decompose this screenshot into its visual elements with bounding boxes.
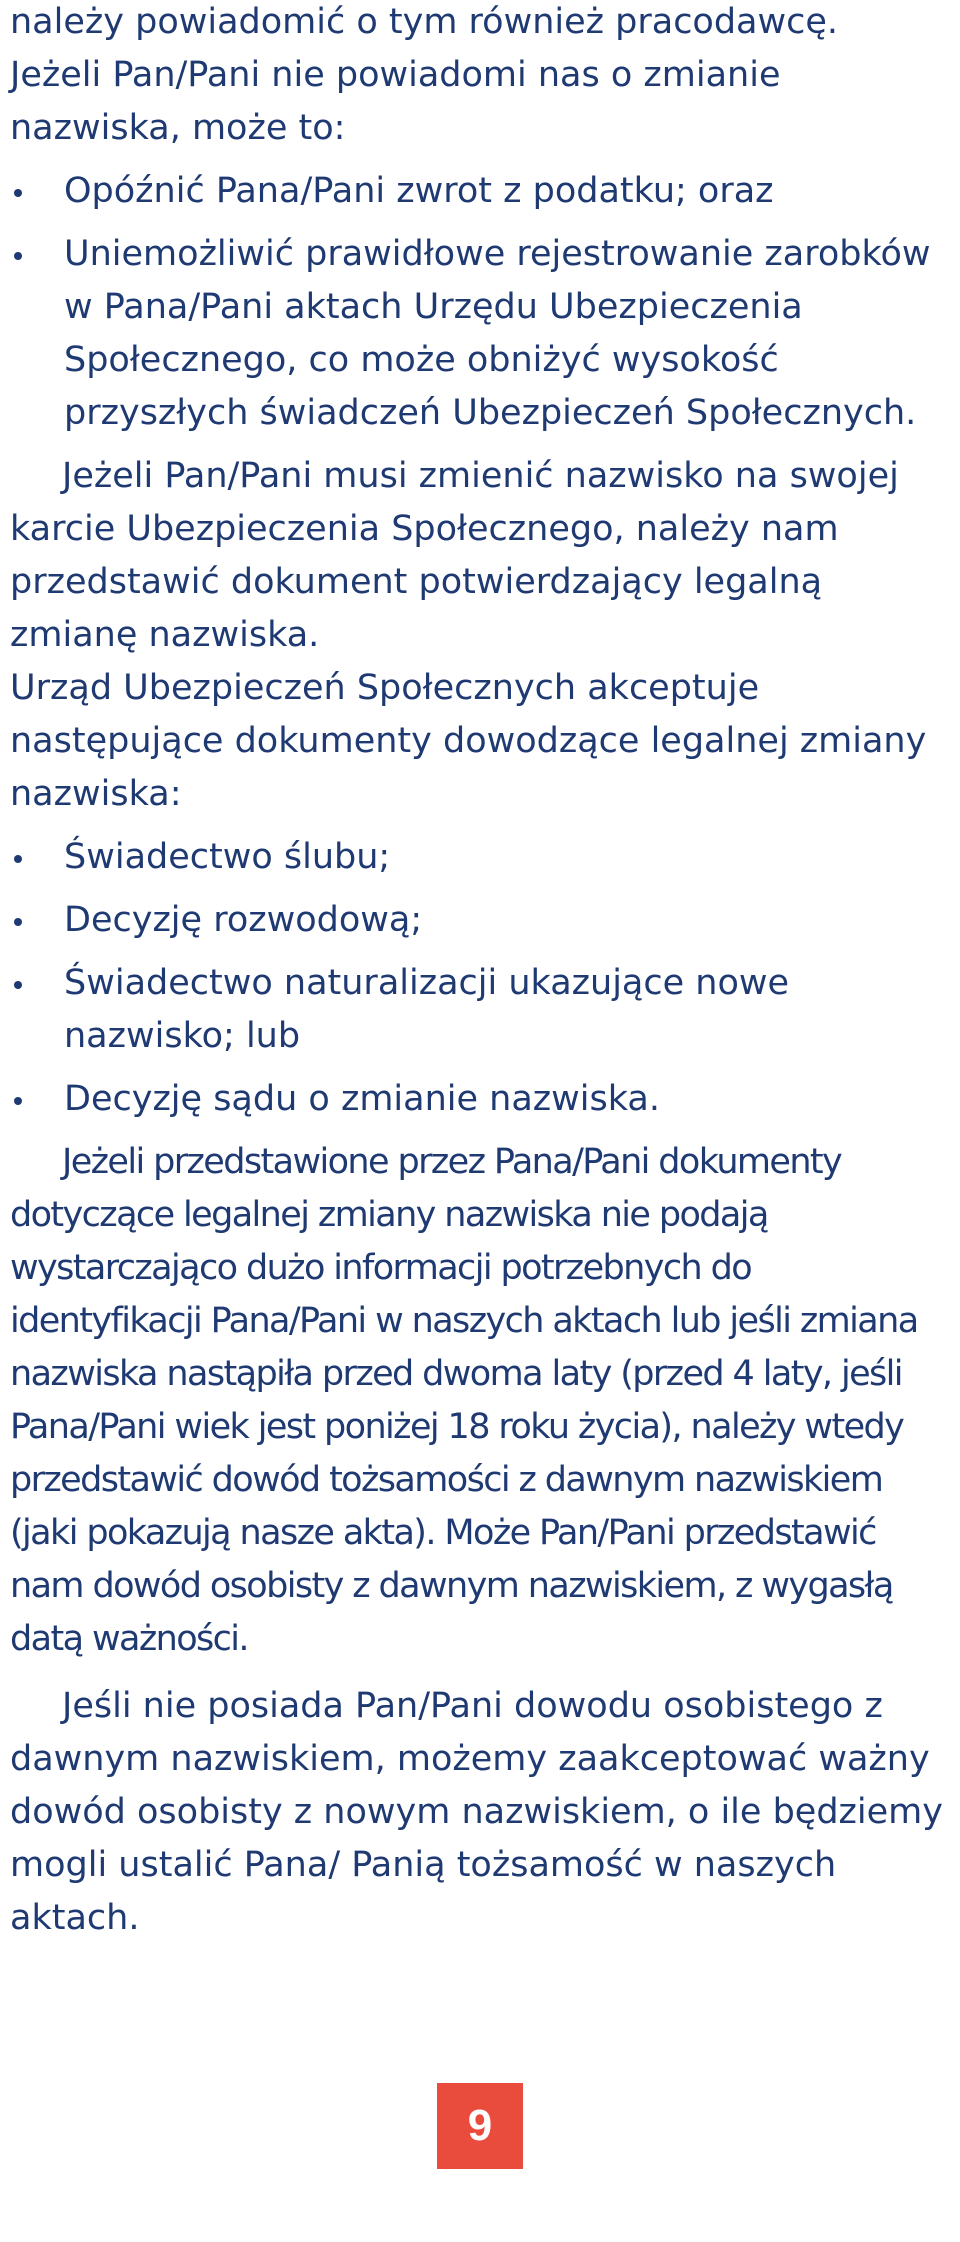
consequences-list bbox=[10, 165, 950, 440]
paragraph-intro: Jeżeli Pan/Pani nie powiadomi nas o zmianie nazwiska, może to: bbox=[10, 55, 781, 148]
list-item: Opóźnić Pana/Pani zwrot z podatku; oraz bbox=[10, 165, 950, 218]
text-section-top bbox=[10, 0, 950, 1945]
paragraph-no-old-id: Jeśli nie posiada Pan/Pani dowodu osobistego z dawnym nazwiskiem, możemy zaakceptować ważny dowód osobisty z nowym nazwiskiem, o ile będziemy mogli ustalić Pana/ Panią tożsamość w naszych aktach. bbox=[10, 1686, 943, 1938]
page-number-badge: 9 bbox=[437, 2083, 523, 2169]
list-item: Świadectwo ślubu; bbox=[10, 831, 950, 884]
accepted-documents-list bbox=[10, 831, 950, 1126]
list-item: Uniemożliwić prawidłowe rejestrowanie zarobków w Pana/Pani aktach Urzędu Ubezpieczenia Społecznego, co może obniżyć wysokość przyszłych świadczeń Ubezpieczeń Społecznych. bbox=[10, 228, 950, 440]
list-item: Decyzję rozwodową; bbox=[10, 894, 950, 947]
paragraph-insufficient-documents: Jeżeli przedstawione przez Pana/Pani dokumenty dotyczące legalnej zmiany nazwiska nie podają wystarczająco dużo informacji potrzebnych do identyfikacji Pana/Pani w naszych aktach lub jeśli zmiana nazwiska nastąpiła przed dwoma laty (przed 4 laty, jeśli Pana/Pani wiek jest poniżej 18 roku życia), należy wtedy przedstawić dowód tożsamości z dawnym nazwiskiem (jaki pokazują nasze akta). Może Pan/Pani przedstawić nam dowód osobisty z dawnym nazwiskiem, z wygasłą datą ważności. bbox=[10, 1142, 918, 1659]
paragraph-card-change: Jeżeli Pan/Pani musi zmienić nazwisko na swojej karcie Ubezpieczenia Społecznego, należy nam przedstawić dokument potwierdzający legalną zmianę nazwiska. bbox=[10, 456, 899, 655]
list-item: Świadectwo naturalizacji ukazujące nowe nazwisko; lub bbox=[10, 957, 950, 1063]
list-item: Decyzję sądu o zmianie nazwiska. bbox=[10, 1073, 950, 1126]
paragraph-intro-continuation: należy powiadomić o tym również pracodawcę. bbox=[10, 2, 839, 42]
paragraph-accepted-documents: Urząd Ubezpieczeń Społecznych akceptuje następujące dokumenty dowodzące legalnej zmiany nazwiska: bbox=[10, 668, 927, 814]
